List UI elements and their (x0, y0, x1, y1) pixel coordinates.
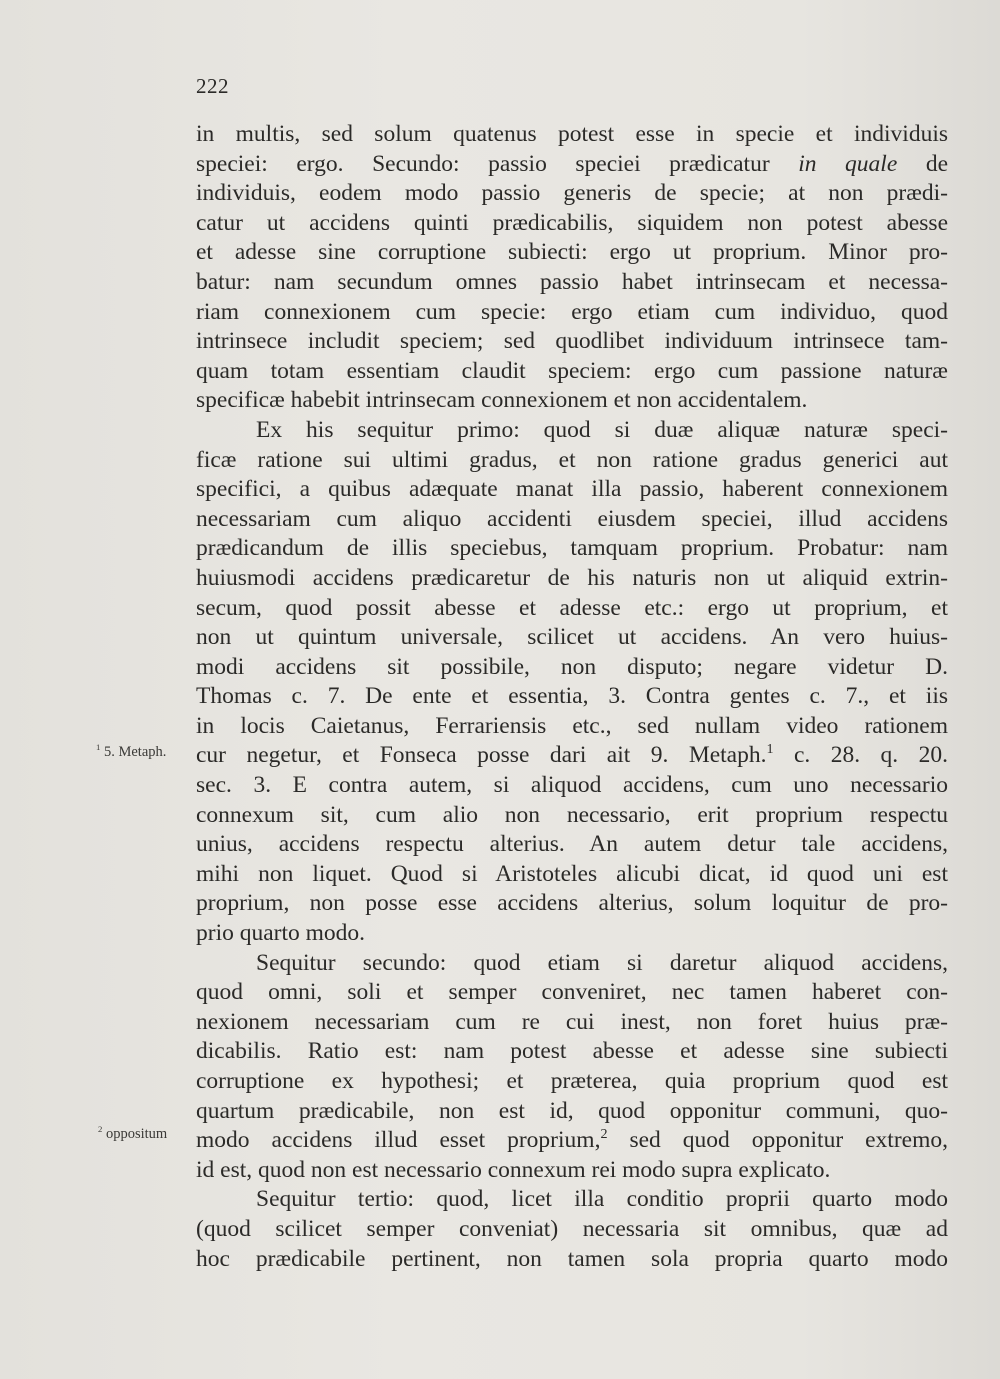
text-line: quam totam essentiam claudit speciem: ergo cum passione naturæ (196, 357, 948, 384)
text-line: secum, quod possit abesse et adesse etc.: ergo ut proprium, et (196, 594, 948, 621)
text-line: Thomas c. 7. De ente et essentia, 3. Contra gentes c. 7., et iis (196, 683, 948, 710)
text-line: Sequitur tertio: quod, licet illa conditio proprii quarto modo (256, 1186, 948, 1213)
text-line: Ex his sequitur primo: quod si duæ aliquæ naturæ speci- (256, 416, 948, 443)
text-line: et adesse sine corruptione subiecti: ergo ut proprium. Minor pro- (196, 239, 948, 266)
text-line: ficæ ratione sui ultimi gradus, et non ratione gradus generici aut (196, 446, 948, 473)
margin-note-2: $^2$ oppositum (98, 1124, 168, 1142)
text-line: cur negetur, et Fonseca posse dari ait 9. Metaph.$^1$ c. 28. q. 20. (196, 741, 949, 769)
text-line: sec. 3. E contra autem, si aliquod accidens, cum uno necessario (196, 772, 948, 799)
text-line: batur: nam secundum omnes passio habet intrinsecam et necessa- (196, 268, 948, 295)
text-line: id est, quod non est necessario connexum rei modo supra explicato. (196, 1156, 831, 1183)
text-line: individuis, eodem modo passio generis de specie; at non prædi- (196, 180, 948, 207)
text-line: specificæ habebit intrinsecam connexionem et non accidentalem. (196, 387, 808, 414)
text-line: nexionem necessariam cum re cui inest, non foret huius præ- (196, 1008, 948, 1035)
margin-note-1: $^1$ 5. Metaph. (96, 742, 167, 760)
footnote-mark-2: 2 (600, 1126, 608, 1143)
text-line: in multis, sed solum quatenus potest esse in specie et individuis (196, 121, 948, 147)
text-line: necessariam cum aliquo accidenti eiusdem speciei, illud accidens (196, 505, 948, 532)
text-line: dicabilis. Ratio est: nam potest abesse et adesse sine subiecti (196, 1038, 948, 1065)
text-line: prædicandum de illis speciebus, tamquam proprium. Probatur: nam (196, 535, 948, 562)
text-line: quartum prædicabile, non est id, quod opponitur communi, quo- (196, 1097, 948, 1124)
text-line: proprium, non posse esse accidens alterius, solum loquitur de pro- (196, 890, 948, 917)
text-line: unius, accidens respectu alterius. An autem detur tale accidens, (196, 831, 948, 858)
text-line: riam connexionem cum specie: ergo etiam cum individuo, quod (196, 298, 948, 325)
text-line: prio quarto modo. (196, 920, 366, 947)
body-text (196, 120, 948, 1274)
text-line: Sequitur secundo: quod etiam si daretur aliquod accidens, (256, 949, 948, 976)
text-line: specifici, a quibus adæquate manat illa passio, haberent connexionem (196, 476, 948, 503)
text-line: huiusmodi accidens prædicaretur de his naturis non ut aliquid extrin- (196, 564, 948, 591)
text-line: hoc prædicabile pertinent, non tamen sola propria quarto modo (196, 1245, 948, 1272)
text-line: mihi non liquet. Quod si Aristoteles alicubi dicat, id quod uni est (196, 860, 948, 887)
text-line: modo accidens illud esset proprium,$^2$ sed quod opponitur extremo, (196, 1126, 948, 1154)
text-line: (quod scilicet semper conveniat) necessaria sit omnibus, quæ ad (196, 1215, 948, 1242)
text-line: corruptione ex hypothesi; et præterea, quia proprium quod est (196, 1068, 948, 1094)
text-line: non ut quintum universale, scilicet ut accidens. An vero huius- (196, 624, 948, 651)
italic-phrase: in quale (798, 150, 898, 177)
text-line: in locis Caietanus, Ferrariensis etc., sed nullam video rationem (196, 712, 948, 739)
text-line: intrinsece includit speciem; sed quodlibet individuum intrinsece tam- (196, 328, 948, 355)
footnote-mark-1: 1 (766, 741, 774, 758)
text-line: quod omni, soli et semper conveniret, nec tamen haberet con- (196, 979, 948, 1006)
text-line: modi accidens sit possibile, non disputo; negare videtur D. (196, 653, 948, 680)
text-line: catur ut accidens quinti prædicabilis, siquidem non potest abesse (196, 209, 948, 236)
text-line: speciei: ergo. Secundo: passio speciei prædicatur in quale de (196, 150, 948, 177)
page-number: 222 (196, 74, 229, 98)
text-line: connexum sit, cum alio non necessario, erit proprium respectu (196, 801, 948, 828)
